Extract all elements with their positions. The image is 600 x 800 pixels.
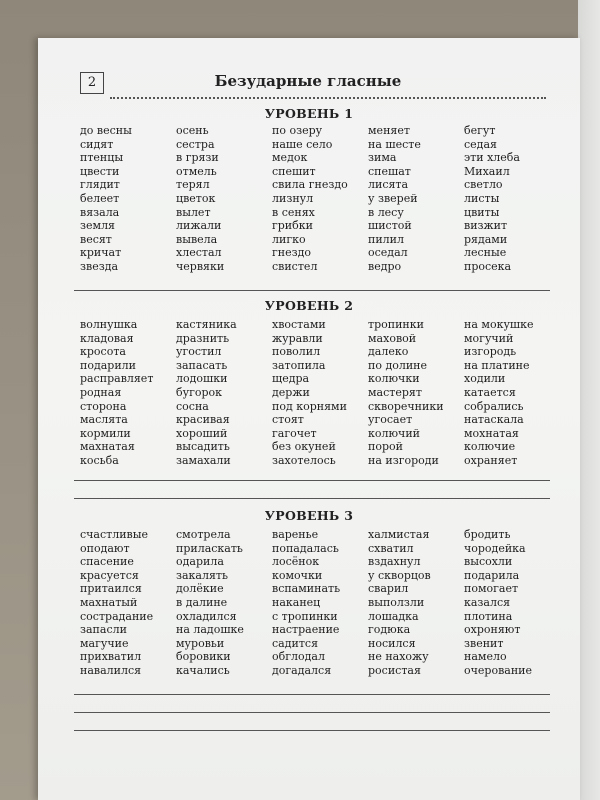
word-item: кричат: [80, 246, 122, 260]
level-3-column: [272, 528, 368, 678]
word-item: хлестал: [176, 246, 222, 260]
word-item: запасли: [80, 623, 127, 637]
word-item: сестра: [176, 137, 215, 151]
word-item: держи: [272, 385, 310, 399]
word-item: варенье: [272, 528, 319, 541]
word-item: оседал: [368, 246, 408, 260]
word-item: закалять: [176, 568, 228, 582]
level-2-title: УРОВЕНЬ 2: [264, 298, 354, 313]
word-item: муровьи: [176, 636, 225, 650]
word-item: до весны: [80, 124, 132, 137]
word-item: замахали: [176, 453, 231, 467]
page-number: 2: [80, 72, 104, 94]
word-item: вздахнул: [368, 555, 421, 569]
word-item: бродить: [464, 528, 511, 541]
word-item: лизнул: [272, 191, 314, 205]
word-item: порой: [368, 440, 403, 454]
word-item: высохли: [464, 555, 513, 569]
word-item: медок: [272, 151, 308, 165]
word-item: Михаил: [464, 164, 510, 178]
word-item: эти хлеба: [464, 151, 520, 165]
word-item: косьба: [80, 453, 119, 467]
writing-line: [74, 498, 550, 499]
word-item: притаился: [80, 582, 142, 596]
writing-line: [74, 480, 550, 481]
level-1-column: [368, 124, 464, 274]
word-item: на мокушке: [464, 318, 534, 331]
word-item: колючие: [464, 440, 516, 454]
word-item: на платине: [464, 358, 530, 372]
level-1-column: [272, 124, 368, 274]
level-3-column: [80, 528, 176, 678]
word-item: могучий: [464, 331, 514, 345]
word-item: угосает: [368, 413, 413, 427]
title-dotted-rule: [110, 97, 546, 99]
word-item: в далине: [176, 595, 228, 609]
word-item: мохнатая: [464, 426, 519, 440]
word-item: одарила: [176, 555, 224, 569]
word-item: навалился: [80, 663, 142, 677]
word-item: халмистая: [368, 528, 430, 541]
word-item: запасать: [176, 358, 228, 372]
word-item: червяки: [176, 259, 225, 273]
word-item: звенит: [464, 636, 504, 650]
level-1-column: [464, 124, 560, 274]
word-item: далеко: [368, 345, 409, 359]
word-item: наше село: [272, 137, 333, 151]
word-item: щедра: [272, 372, 310, 386]
word-item: маслята: [80, 413, 128, 427]
word-item: белеет: [80, 191, 120, 205]
next-page-edge: [578, 0, 600, 800]
word-item: лигко: [272, 232, 306, 246]
writing-line: [74, 730, 550, 731]
word-item: охроняют: [464, 623, 521, 637]
level-3-column: [368, 528, 464, 678]
word-item: лодошки: [176, 372, 228, 386]
word-item: расправляет: [80, 372, 154, 386]
level-2-column: [464, 318, 560, 468]
word-item: с тропинки: [272, 609, 338, 623]
word-item: у зверей: [368, 191, 418, 205]
word-item: казался: [464, 595, 511, 609]
word-item: поволил: [272, 345, 321, 359]
word-item: седая: [464, 137, 497, 151]
word-item: у скворцов: [368, 568, 431, 582]
word-item: вспаминать: [272, 582, 341, 596]
word-item: родная: [80, 385, 122, 399]
word-item: охраняет: [464, 453, 518, 467]
word-item: цвиты: [464, 205, 500, 219]
word-item: носился: [368, 636, 416, 650]
word-item: хороший: [176, 426, 228, 440]
word-item: сварил: [368, 582, 409, 596]
word-item: росистая: [368, 663, 421, 677]
level-3-column: [176, 528, 272, 678]
word-item: захотелось: [272, 453, 336, 467]
word-item: подарила: [464, 568, 520, 582]
word-item: затопила: [272, 358, 326, 372]
word-item: кастяника: [176, 318, 237, 331]
writing-line: [74, 694, 550, 695]
word-item: журавли: [272, 331, 323, 345]
word-item: сидят: [80, 137, 114, 151]
word-item: маховой: [368, 331, 417, 345]
word-item: цветок: [176, 191, 216, 205]
word-item: красивая: [176, 413, 230, 427]
word-item: качались: [176, 663, 230, 677]
word-item: счастливые: [80, 528, 149, 541]
word-item: грибки: [272, 219, 313, 233]
word-item: вылет: [176, 205, 211, 219]
word-item: волнушка: [80, 318, 138, 331]
word-item: светло: [464, 178, 503, 192]
word-item: натаскала: [464, 413, 524, 427]
workbook-page: [38, 38, 580, 800]
word-item: в грязи: [176, 151, 219, 165]
word-item: охладился: [176, 609, 237, 623]
word-item: на ладошке: [176, 623, 244, 637]
word-item: мастерят: [368, 385, 422, 399]
word-item: скворечники: [368, 399, 444, 413]
word-item: угостил: [176, 345, 222, 359]
word-item: боровики: [176, 650, 231, 664]
word-item: сострадание: [80, 609, 154, 623]
word-item: кормили: [80, 426, 131, 440]
word-item: терял: [176, 178, 210, 192]
level-3-word-grid: [80, 528, 560, 678]
word-item: глядит: [80, 178, 120, 192]
word-item: махнатая: [80, 440, 135, 454]
level-2-word-grid: [80, 318, 560, 468]
word-item: шистой: [368, 219, 412, 233]
word-item: сторона: [80, 399, 127, 413]
word-item: гагочет: [272, 426, 317, 440]
word-item: рядами: [464, 232, 508, 246]
word-item: стоят: [272, 413, 304, 427]
word-item: плотина: [464, 609, 513, 623]
level-1-title: УРОВЕНЬ 1: [264, 106, 354, 121]
word-item: бугорок: [176, 385, 223, 399]
level-1-column: [80, 124, 176, 274]
word-item: звезда: [80, 259, 119, 273]
word-item: настраение: [272, 623, 340, 637]
word-item: помогает: [464, 582, 519, 596]
word-item: попадалась: [272, 541, 339, 555]
word-item: птенцы: [80, 151, 124, 165]
word-item: лосёнок: [272, 555, 320, 569]
word-item: земля: [80, 219, 115, 233]
word-item: намело: [464, 650, 507, 664]
word-item: магучие: [80, 636, 129, 650]
word-item: приласкать: [176, 541, 243, 555]
word-item: вязала: [80, 205, 120, 219]
word-item: тропинки: [368, 318, 424, 331]
word-item: высадить: [176, 440, 230, 454]
word-item: махнатый: [80, 595, 138, 609]
level-1-column: [176, 124, 272, 274]
word-item: по озеру: [272, 124, 323, 137]
word-item: зима: [368, 151, 397, 165]
word-item: красуется: [80, 568, 139, 582]
word-item: лесные: [464, 246, 507, 260]
word-item: на изгороди: [368, 453, 439, 467]
word-item: долёкие: [176, 582, 224, 596]
word-item: хвостами: [272, 318, 326, 331]
word-item: наканец: [272, 595, 321, 609]
word-item: смотрела: [176, 528, 231, 541]
word-item: ходили: [464, 372, 506, 386]
word-item: спешит: [272, 164, 316, 178]
word-item: колючий: [368, 426, 420, 440]
word-item: садится: [272, 636, 319, 650]
level-2-column: [176, 318, 272, 468]
writing-line: [74, 712, 550, 713]
word-item: бегут: [464, 124, 496, 137]
word-item: годюка: [368, 623, 411, 637]
word-item: чородейка: [464, 541, 526, 555]
word-item: пилил: [368, 232, 404, 246]
level-2-column: [272, 318, 368, 468]
word-item: гнездо: [272, 246, 311, 260]
word-item: схватил: [368, 541, 414, 555]
writing-line: [74, 290, 550, 291]
word-item: изгородь: [464, 345, 517, 359]
word-item: оподают: [80, 541, 130, 555]
word-item: визжит: [464, 219, 508, 233]
word-item: спешат: [368, 164, 411, 178]
word-item: комочки: [272, 568, 323, 582]
word-item: спасение: [80, 555, 134, 569]
word-item: под корнями: [272, 399, 347, 413]
word-item: на шесте: [368, 137, 421, 151]
word-item: в лесу: [368, 205, 404, 219]
word-item: вывела: [176, 232, 218, 246]
word-item: дразнить: [176, 331, 230, 345]
word-item: катается: [464, 385, 516, 399]
word-item: кросота: [80, 345, 126, 359]
level-3-title: УРОВЕНЬ 3: [264, 508, 354, 523]
level-3-column: [464, 528, 560, 678]
word-item: кладовая: [80, 331, 134, 345]
word-item: выползли: [368, 595, 425, 609]
word-item: обглодал: [272, 650, 325, 664]
word-item: осень: [176, 124, 209, 137]
word-item: собрались: [464, 399, 524, 413]
word-item: прихватил: [80, 650, 142, 664]
word-item: подарили: [80, 358, 136, 372]
word-item: ведро: [368, 259, 402, 273]
word-item: сосна: [176, 399, 209, 413]
word-item: колючки: [368, 372, 420, 386]
word-item: просека: [464, 259, 512, 273]
level-2-column: [368, 318, 464, 468]
word-item: меняет: [368, 124, 410, 137]
word-item: не нахожу: [368, 650, 429, 664]
word-item: цвести: [80, 164, 120, 178]
word-item: лошадка: [368, 609, 419, 623]
level-1-word-grid: [80, 124, 560, 274]
word-item: без окуней: [272, 440, 336, 454]
word-item: в сенях: [272, 205, 315, 219]
word-item: весят: [80, 232, 112, 246]
word-item: по долине: [368, 358, 428, 372]
word-item: лижали: [176, 219, 222, 233]
page-title: Безударные гласные: [214, 72, 402, 90]
word-item: догадался: [272, 663, 332, 677]
word-item: листы: [464, 191, 500, 205]
level-2-column: [80, 318, 176, 468]
word-item: лисята: [368, 178, 409, 192]
word-item: свила гнездо: [272, 178, 348, 192]
word-item: отмель: [176, 164, 217, 178]
word-item: свистел: [272, 259, 318, 273]
word-item: очерование: [464, 663, 532, 677]
